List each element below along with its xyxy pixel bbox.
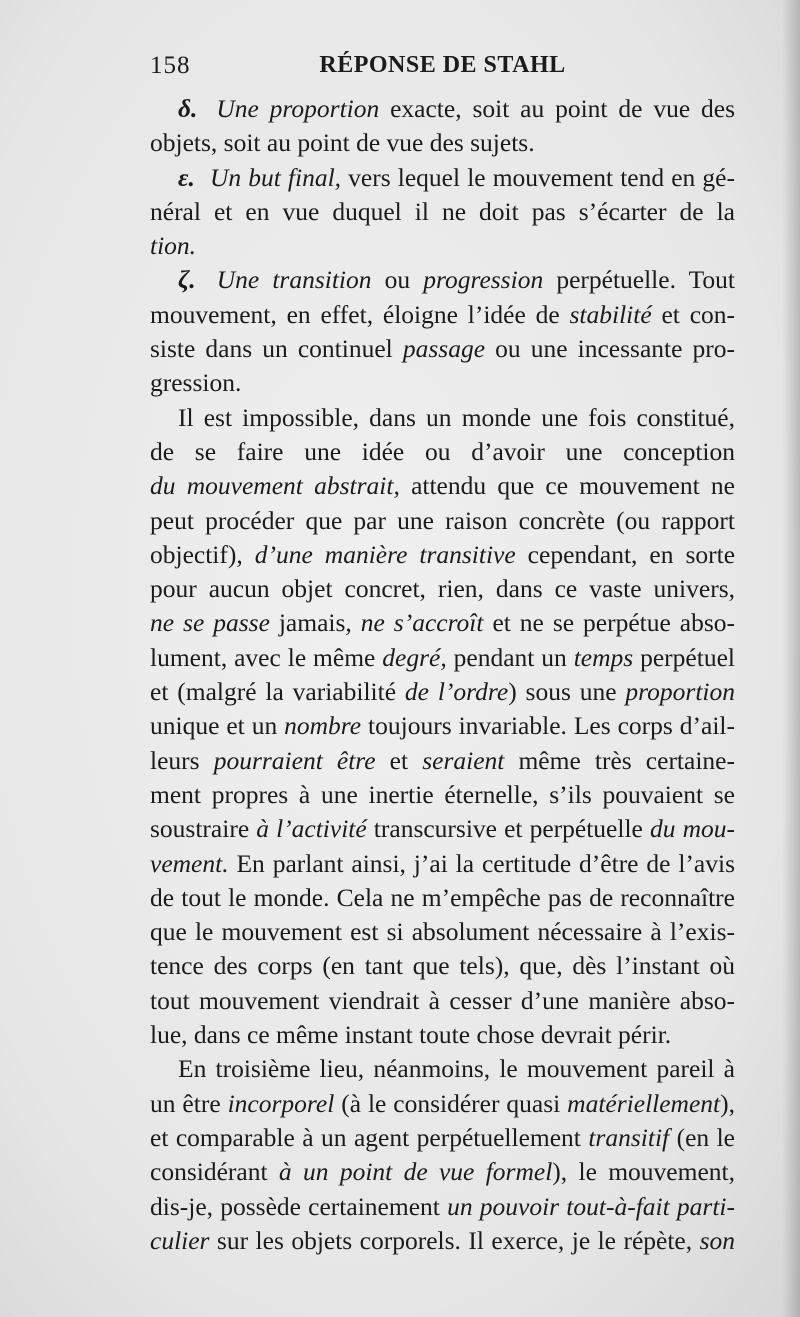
text-line [150,1224,735,1258]
text-span: pendant un [446,642,574,672]
italic-text: progression [423,265,544,295]
text-line [150,812,735,846]
text-span: et comparable à un agent perpétuellement [150,1122,589,1152]
italic-text: à l’activité [256,814,367,844]
text-span: (à le considérer quasi [334,1088,568,1118]
text-line [150,1018,735,1052]
italic-text: du mou- [649,814,735,844]
text-span: tout mouvement viendrait à cesser d’une manière abso- [150,985,735,1015]
enumeration-marker: ζ. [178,265,209,295]
text-line [150,881,735,915]
text-span: sur les objets corporels. Il exerce, je le répète, [209,1225,700,1255]
text-line [150,572,735,606]
text-line [150,538,735,572]
text-line [150,332,735,366]
italic-text: Une proportion [216,94,380,123]
text-span: peut procéder que par une raison concrète (ou rapport [150,505,735,535]
text-line [150,1087,735,1121]
text-span: ment propres à une inertie éternelle, s’ils pouvaient se [150,779,735,809]
italic-text: stabilité [569,299,652,329]
text-line [150,709,735,743]
enumeration-marker: δ. [178,94,209,123]
text-span: et ne se perpétue abso- [483,608,735,638]
text-span: lument, avec le même [150,642,383,672]
italic-text: degré, [382,642,447,672]
text-span: et con- [651,299,735,329]
text-line [150,263,735,297]
text-span: ), le mouvement, [552,1157,735,1187]
text-line [150,1121,735,1155]
text-line [150,641,735,675]
italic-text: tion. [150,231,197,261]
text-line [150,366,735,400]
text-span: siste dans un continuel [150,334,403,364]
text-span: perpétuel [633,642,735,672]
text-span: pour aucun objet concret, rien, dans ce vaste univers, [150,574,735,604]
text-span: lue, dans ce même instant toute chose devrait périr. [150,1020,672,1050]
text-line [150,195,735,229]
text-span: transcursive et perpétuelle [366,814,650,844]
text-line [150,435,735,469]
italic-text: de l’ordre [404,677,509,707]
italic-text: matériellement [567,1088,721,1118]
italic-text: temps [573,642,634,672]
page-header [150,52,735,86]
text-line [150,949,735,983]
italic-text: Une transition [216,265,372,295]
text-span: ou une incessante pro- [485,334,735,364]
text-span: unique et un [150,711,285,741]
italic-text: nombre [284,711,362,741]
text-span: mouvement, en effet, éloigne l’idée de [150,299,570,329]
text-span: (en le [669,1122,735,1152]
text-span: ou [371,265,424,295]
text-span: même très certaine- [504,745,735,775]
text-span: exacte, soit au point de vue des [379,94,735,123]
text-line [150,606,735,640]
running-head: RÉPONSE DE STAHL [319,52,566,78]
page-number: 158 [150,52,191,79]
text-line [150,1052,735,1086]
italic-text: un pouvoir tout-à-fait parti- [447,1191,735,1221]
text-line [150,401,735,435]
page-edge-shadow [782,0,800,1317]
text-line [150,469,735,503]
text-span: ), [720,1088,735,1118]
text-line [150,161,735,195]
italic-text: seraient [422,745,505,775]
text-span: objectif), [150,539,255,569]
text-line [150,298,735,332]
text-span: et (malgré la variabilité [150,677,405,707]
italic-text: ne s’accroît [360,608,484,638]
text-span: dis-je, possède certainement [150,1191,448,1221]
italic-text: son [699,1225,735,1255]
italic-text: transitif [588,1122,670,1152]
text-span: toujours invariable. Les corps d’ail- [361,711,735,741]
text-line [150,915,735,949]
italic-text: Un but final, [209,162,342,192]
italic-text: d’une manière transitive [254,539,516,569]
text-span: un être [150,1088,228,1118]
italic-text: à un point de vue formel [278,1157,553,1187]
text-span: considérant [150,1157,279,1187]
text-line [150,778,735,812]
body-text [150,92,735,1258]
text-line [150,92,735,126]
italic-text: culier [150,1225,210,1255]
text-line [150,1155,735,1189]
text-span: néral et en vue duquel il ne doit pas s’écarter de la [150,196,735,226]
text-line [150,504,735,538]
text-span: ) sous une [508,677,626,707]
text-line [150,1190,735,1224]
text-line [150,984,735,1018]
text-span: Il est impossible, dans un monde une fois constitué, [178,402,735,432]
text-line [150,847,735,881]
text-line [150,229,735,263]
italic-text: pourraient être [213,745,376,775]
text-span: attendu que ce mouvement ne [399,471,735,501]
italic-text: passage [402,334,486,364]
text-span: tence des corps (en tant que tels), que, dès l’instant où [150,951,735,981]
italic-text: ne se passe [150,608,270,638]
text-span: gression. [150,368,242,398]
enumeration-marker: ε. [178,162,202,192]
italic-text: vement. [150,848,229,878]
text-span: de se faire une idée ou d’avoir une conception [150,436,735,466]
text-span: et [375,745,423,775]
italic-text: proportion [625,677,735,707]
text-span: de tout le monde. Cela ne m’empêche pas de reconnaître [150,882,735,912]
text-span: objets, soit au point de vue des sujets. [150,128,535,158]
text-line [150,126,735,160]
text-span: soustraire [150,814,257,844]
text-span: que le mouvement est si absolument nécessaire à l’exis- [150,917,735,947]
italic-text: du mouvement abstrait, [150,471,400,501]
italic-text: incorporel [227,1088,335,1118]
text-span: vers lequel le mouvement tend en gé- [341,162,735,192]
text-span: En parlant ainsi, j’ai la certitude d’être de l’avis [228,848,735,878]
text-span: leurs [150,745,214,775]
text-span: En troisième lieu, néanmoins, le mouvement pareil à [178,1054,735,1084]
text-span: perpétuelle. Tout [543,265,735,295]
text-line [150,675,735,709]
text-span: jamais, [269,608,361,638]
text-span: cependant, en sorte [527,539,735,569]
text-line [150,744,735,778]
